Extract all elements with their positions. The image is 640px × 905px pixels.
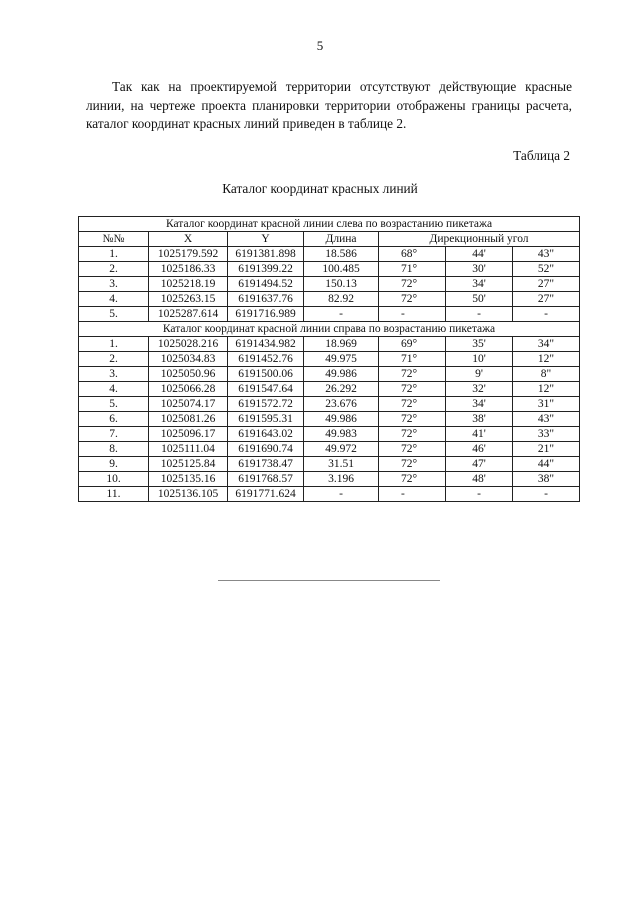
cell-point-number: 2. <box>79 352 149 367</box>
cell-point-number: 7. <box>79 427 149 442</box>
cell-seconds: 33" <box>513 427 580 442</box>
cell-degrees: 72° <box>379 457 446 472</box>
page-number: 5 <box>316 38 324 53</box>
table-row <box>79 307 580 322</box>
cell-degrees: 69° <box>379 337 446 352</box>
cell-x: 1025111.04 <box>149 442 228 457</box>
cell-seconds: 38" <box>513 472 580 487</box>
cell-length: 18.969 <box>304 337 379 352</box>
cell-point-number: 1. <box>79 247 149 262</box>
cell-y: 6191452.76 <box>228 352 304 367</box>
cell-seconds: 52" <box>513 262 580 277</box>
coordinates-table-body <box>79 217 580 502</box>
cell-minutes: 44' <box>446 247 513 262</box>
cell-length: 3.196 <box>304 472 379 487</box>
header-num: №№ <box>79 232 149 247</box>
cell-minutes: 46' <box>446 442 513 457</box>
cell-minutes: 34' <box>446 397 513 412</box>
cell-length: 26.292 <box>304 382 379 397</box>
cell-x: 1025028.216 <box>149 337 228 352</box>
cell-minutes: 50' <box>446 292 513 307</box>
cell-minutes: 35' <box>446 337 513 352</box>
cell-point-number: 10. <box>79 472 149 487</box>
cell-x: 1025096.17 <box>149 427 228 442</box>
table-row <box>79 292 580 307</box>
cell-minutes: 32' <box>446 382 513 397</box>
cell-length: 49.983 <box>304 427 379 442</box>
cell-x: 1025081.26 <box>149 412 228 427</box>
coordinates-table <box>78 216 580 502</box>
cell-length: 49.986 <box>304 367 379 382</box>
cell-length: 18.586 <box>304 247 379 262</box>
table-row <box>79 382 580 397</box>
cell-seconds: 12" <box>513 352 580 367</box>
cell-y: 6191738.47 <box>228 457 304 472</box>
cell-x: 1025179.592 <box>149 247 228 262</box>
cell-point-number: 3. <box>79 277 149 292</box>
footer-divider <box>218 580 440 581</box>
cell-degrees: 72° <box>379 412 446 427</box>
cell-point-number: 8. <box>79 442 149 457</box>
table-row <box>79 397 580 412</box>
header-direction-angle: Дирекционный угол <box>379 232 580 247</box>
cell-point-number: 4. <box>79 292 149 307</box>
cell-degrees: - <box>379 487 446 502</box>
cell-degrees: 72° <box>379 472 446 487</box>
header-x: X <box>149 232 228 247</box>
column-header-row <box>79 232 580 247</box>
cell-degrees: 72° <box>379 277 446 292</box>
cell-point-number: 2. <box>79 262 149 277</box>
cell-length: - <box>304 487 379 502</box>
cell-seconds: 44" <box>513 457 580 472</box>
cell-seconds: - <box>513 487 580 502</box>
cell-seconds: 34" <box>513 337 580 352</box>
cell-degrees: - <box>379 307 446 322</box>
cell-x: 1025125.84 <box>149 457 228 472</box>
section-header-row <box>79 217 580 232</box>
cell-degrees: 72° <box>379 442 446 457</box>
cell-length: 82.92 <box>304 292 379 307</box>
cell-minutes: 41' <box>446 427 513 442</box>
cell-length: 49.986 <box>304 412 379 427</box>
cell-seconds: 27" <box>513 277 580 292</box>
cell-point-number: 9. <box>79 457 149 472</box>
cell-length: 49.972 <box>304 442 379 457</box>
table-row <box>79 427 580 442</box>
cell-length: - <box>304 307 379 322</box>
cell-length: 31.51 <box>304 457 379 472</box>
cell-degrees: 71° <box>379 262 446 277</box>
cell-y: 6191494.52 <box>228 277 304 292</box>
section-title: Каталог координат красной линии слева по возрастанию пикетажа <box>79 217 580 232</box>
cell-degrees: 71° <box>379 352 446 367</box>
cell-seconds: 43" <box>513 247 580 262</box>
cell-x: 1025135.16 <box>149 472 228 487</box>
cell-seconds: 12" <box>513 382 580 397</box>
cell-point-number: 4. <box>79 382 149 397</box>
table-title: Каталог координат красных линий <box>222 181 418 196</box>
cell-seconds: 31" <box>513 397 580 412</box>
table-row <box>79 412 580 427</box>
table-row <box>79 352 580 367</box>
cell-x: 1025263.15 <box>149 292 228 307</box>
cell-y: 6191434.982 <box>228 337 304 352</box>
cell-seconds: 43" <box>513 412 580 427</box>
cell-degrees: 72° <box>379 427 446 442</box>
table-row <box>79 472 580 487</box>
table-row <box>79 277 580 292</box>
cell-degrees: 72° <box>379 292 446 307</box>
cell-x: 1025074.17 <box>149 397 228 412</box>
cell-seconds: - <box>513 307 580 322</box>
cell-x: 1025050.96 <box>149 367 228 382</box>
cell-x: 1025136.105 <box>149 487 228 502</box>
table-row <box>79 487 580 502</box>
cell-y: 6191771.624 <box>228 487 304 502</box>
cell-y: 6191547.64 <box>228 382 304 397</box>
section-header-row <box>79 322 580 337</box>
table-row <box>79 337 580 352</box>
cell-y: 6191768.57 <box>228 472 304 487</box>
cell-y: 6191500.06 <box>228 367 304 382</box>
cell-y: 6191595.31 <box>228 412 304 427</box>
table-row <box>79 262 580 277</box>
cell-minutes: 34' <box>446 277 513 292</box>
cell-minutes: 9' <box>446 367 513 382</box>
cell-length: 150.13 <box>304 277 379 292</box>
cell-seconds: 27" <box>513 292 580 307</box>
table-label: Таблица 2 <box>513 148 570 163</box>
cell-y: 6191637.76 <box>228 292 304 307</box>
cell-point-number: 3. <box>79 367 149 382</box>
table-row <box>79 442 580 457</box>
cell-x: 1025186.33 <box>149 262 228 277</box>
cell-y: 6191381.898 <box>228 247 304 262</box>
cell-x: 1025287.614 <box>149 307 228 322</box>
table-row <box>79 367 580 382</box>
header-y: Y <box>228 232 304 247</box>
cell-minutes: 38' <box>446 412 513 427</box>
cell-seconds: 8" <box>513 367 580 382</box>
cell-minutes: 48' <box>446 472 513 487</box>
cell-degrees: 68° <box>379 247 446 262</box>
header-length: Длина <box>304 232 379 247</box>
cell-degrees: 72° <box>379 382 446 397</box>
cell-minutes: 10' <box>446 352 513 367</box>
body-paragraph: Так как на проектируемой территории отсутствуют действующие красные линии, на чертеже проекта планировки территории отображены границы расчета, каталог координат красных линий приведен в таблице 2. <box>86 79 572 131</box>
cell-y: 6191716.989 <box>228 307 304 322</box>
cell-x: 1025066.28 <box>149 382 228 397</box>
section-title: Каталог координат красной линии справа по возрастанию пикетажа <box>79 322 580 337</box>
cell-point-number: 5. <box>79 307 149 322</box>
table-row <box>79 247 580 262</box>
cell-minutes: 30' <box>446 262 513 277</box>
table-row <box>79 457 580 472</box>
cell-length: 23.676 <box>304 397 379 412</box>
cell-point-number: 11. <box>79 487 149 502</box>
cell-y: 6191690.74 <box>228 442 304 457</box>
cell-point-number: 1. <box>79 337 149 352</box>
cell-point-number: 6. <box>79 412 149 427</box>
cell-length: 100.485 <box>304 262 379 277</box>
cell-degrees: 72° <box>379 367 446 382</box>
cell-y: 6191399.22 <box>228 262 304 277</box>
cell-y: 6191572.72 <box>228 397 304 412</box>
cell-length: 49.975 <box>304 352 379 367</box>
cell-seconds: 21" <box>513 442 580 457</box>
cell-x: 1025218.19 <box>149 277 228 292</box>
cell-x: 1025034.83 <box>149 352 228 367</box>
cell-minutes: - <box>446 307 513 322</box>
cell-y: 6191643.02 <box>228 427 304 442</box>
cell-degrees: 72° <box>379 397 446 412</box>
cell-minutes: 47' <box>446 457 513 472</box>
cell-minutes: - <box>446 487 513 502</box>
cell-point-number: 5. <box>79 397 149 412</box>
